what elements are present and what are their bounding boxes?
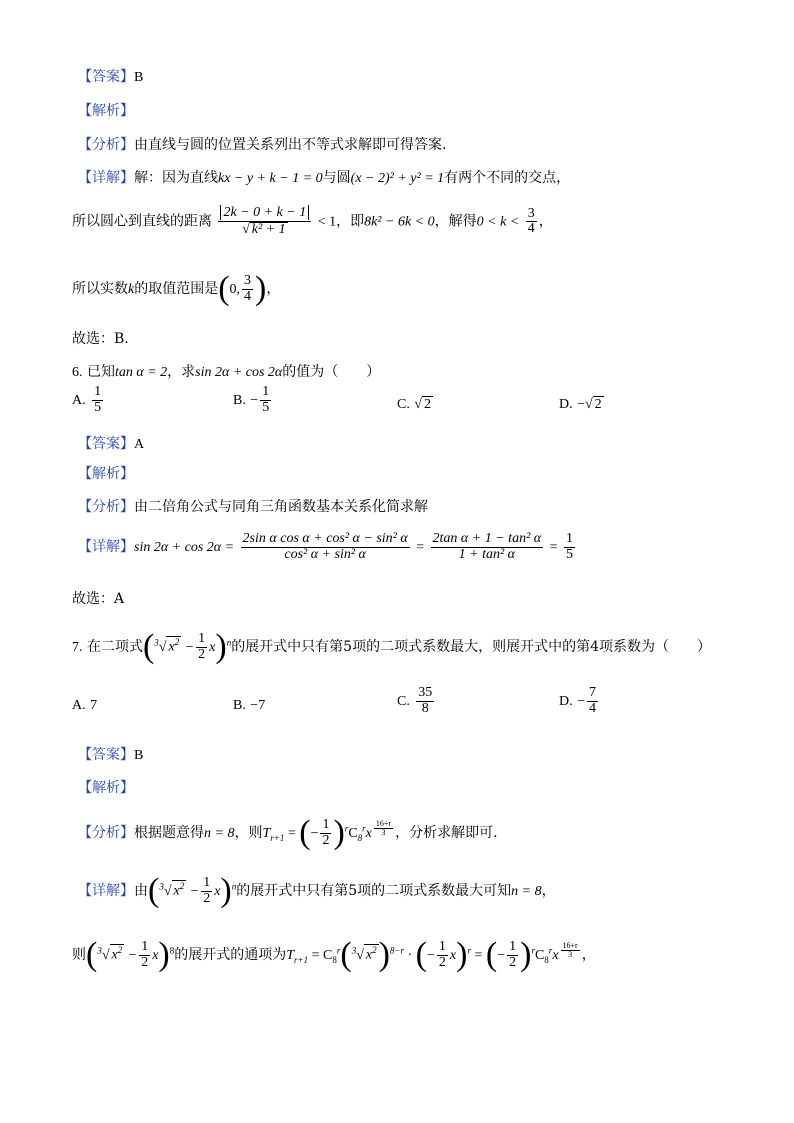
range-lower: 0,	[229, 282, 241, 297]
line-equation: kx − y + k − 1 = 0	[218, 171, 323, 186]
detail-tag: 【详解】	[78, 883, 134, 899]
q6-fenxi	[78, 496, 794, 516]
frac-num: 2tan α + 1 − tan² α	[432, 531, 542, 546]
fenxi-text: ，分析求解即可.	[395, 825, 498, 841]
answer-value: A	[134, 437, 145, 452]
detail-tag: 【详解】	[78, 170, 134, 186]
distance-denominator: k² + 1	[251, 221, 286, 237]
q5-detail-line1	[78, 167, 794, 187]
stem-text: 的值为（ ）	[282, 364, 381, 380]
q7-detail: 【详解】由($^3$√ $x^2$ − $\frac{1}{2}$ x)$^n$的展开式中只有第5项的二项式系数最大可知n = 8，	[78, 872, 556, 909]
question-number: 6.	[72, 365, 83, 380]
detail-text: 由	[134, 883, 148, 899]
answer-tag: 【答案】	[78, 436, 134, 452]
option-radicand: 2	[594, 397, 602, 412]
q7-fenxi: 【分析】根据题意得n = 8，则$T_{r+1}$ = (− $\frac{1}{2}$ )$^rC_8^rx$ $^{\frac{16+r}{3}}$ ，分析求解即可.	[78, 814, 498, 851]
q7-option-a[interactable]	[72, 697, 97, 714]
binomial-half: $\frac{1}{2}$	[141, 938, 149, 970]
answer-tag: 【答案】	[78, 747, 134, 763]
q7-option-d[interactable]	[559, 686, 600, 716]
detail-text: 与圆	[322, 170, 351, 186]
q6-option-b[interactable]	[233, 385, 273, 415]
fenxi-tag: 【分析】	[78, 499, 134, 515]
question-number: 7.	[72, 640, 83, 655]
frac-den: 4	[527, 221, 535, 237]
detail-text: 所以实数	[72, 281, 128, 297]
frac-den: 3	[568, 950, 573, 960]
option-letter: B.	[233, 698, 246, 713]
option-letter: B.	[233, 393, 246, 409]
detail-text: 所以圆心到直线的距离	[72, 213, 212, 230]
q6-final: 故选：A	[72, 591, 125, 607]
detail-text: 的取值范围是	[134, 281, 219, 297]
q6-analysis-heading	[78, 463, 794, 483]
detail-text: < 1，即	[317, 214, 365, 230]
frac-num: 35	[418, 685, 433, 700]
frac-den: 1 + tan² α	[458, 546, 516, 562]
stem-text: ，求	[167, 364, 196, 380]
detail-text: 解：因为直线	[134, 170, 218, 186]
option-letter: C.	[397, 397, 410, 412]
answer-value: B	[134, 70, 144, 85]
frac-num: 1	[565, 531, 573, 546]
fenxi-tag: 【分析】	[78, 825, 134, 841]
q6-answer-line	[78, 433, 794, 453]
frac-num: 2sin α cos α + cos² α − sin² α	[242, 531, 408, 546]
fraction-3-4	[526, 207, 537, 237]
frac-num: 3	[527, 205, 535, 221]
q7-answer-line	[78, 744, 794, 764]
detail-text: 的展开式中只有第5项的二项式系数最大可知	[236, 883, 512, 899]
q7-stem: 7. 在二项式($^3$√ $x^2$ − $\frac{1}{2}$ x)$^n$的展开式中只有第5项的二项式系数最大，则展开式中的第4项系数为（ ）	[72, 628, 711, 665]
term-half: $\frac{1}{2}$	[509, 938, 517, 970]
detail-fraction-1	[241, 532, 410, 562]
frac-den: 3	[381, 828, 386, 838]
frac-den: 4	[588, 700, 596, 716]
q7-general-term: 则($^3$√ $x^2$ − $\frac{1}{2}$ x)$^8$的展开式的通项为$T_{r+1} = C_8^r(^3√$ $x^2)^{8-r}$ · (− $\frac{1}{2}$ x)$^r$ = (− $\frac{1}{2}$ )$^rC_8^rx$ $^{\frac{16+r}{3}}$ ，	[72, 936, 596, 973]
detail-text: 则	[72, 947, 86, 963]
n-equals-8: n = 8	[204, 826, 235, 841]
frac-num: 7	[588, 685, 596, 700]
fenxi-text: 由二倍角公式与同角三角函数基本关系化简求解	[134, 499, 428, 515]
fenxi-tag: 【分析】	[78, 137, 134, 153]
option-value: −7	[250, 698, 266, 713]
detail-result-fraction	[564, 532, 575, 562]
q6-detail: 【详解】sin 2α + cos 2α = $\frac{\text{2sin α cos α + cos² α − sin² α}}{\text{cos² α + sin² α}}$ = $\frac{\text{2tan α + 1 − tan² α}}{\text{1 + tan² α}}$ = $\frac{1}{5}$	[78, 531, 573, 562]
exponent-fraction	[561, 942, 580, 960]
distance-numerator: 2k − 0 + k − 1	[220, 205, 309, 220]
stem-expression: tan α = 2	[114, 365, 168, 380]
fenxi-text: 根据题意得	[134, 825, 204, 841]
answer-tag: 【答案】	[78, 69, 134, 85]
exponent-fraction	[374, 820, 393, 838]
var-k: k	[128, 282, 135, 297]
frac-num: 1	[262, 384, 270, 399]
option-letter: A.	[72, 698, 86, 713]
analysis-tag: 【解析】	[78, 466, 134, 482]
answer-value: B	[134, 748, 144, 763]
q5-fenxi	[78, 134, 794, 154]
q7-option-b[interactable]	[233, 697, 265, 714]
circle-equation: (x − 2)² + y² = 1	[350, 171, 445, 186]
fenxi-text: 由直线与圆的位置关系列出不等式求解即可得答案.	[134, 137, 447, 153]
option-sign: −	[577, 694, 585, 710]
frac-den: 5	[565, 546, 573, 562]
option-value: 7	[90, 698, 98, 713]
term-half: $\frac{1}{2}$	[438, 938, 446, 970]
option-sign: −	[577, 397, 585, 412]
detail-text: ，解得	[434, 213, 477, 230]
detail-text: 的展开式的通项为	[174, 947, 287, 963]
detail-fraction-2	[431, 532, 544, 562]
option-radicand: 2	[423, 397, 431, 412]
solution-inequality: 0 < k <	[476, 214, 520, 230]
q6-option-c[interactable]: C. √ 2	[397, 397, 431, 412]
option-letter: C.	[397, 694, 410, 710]
binomial-half: $\frac{1}{2}$	[203, 874, 211, 906]
detail-text: 有两个不同的交点，	[444, 170, 571, 186]
detail-tag: 【详解】	[78, 539, 134, 556]
analysis-tag: 【解析】	[78, 780, 134, 796]
frac-den: cos² α + sin² α	[284, 546, 366, 562]
q6-stem	[72, 361, 794, 381]
option-fraction	[416, 686, 434, 716]
frac-num: 16+r	[562, 940, 578, 950]
option-fraction	[92, 385, 103, 415]
binomial-half: $\frac{1}{2}$	[198, 630, 206, 662]
distance-fraction: $\frac{2k - 0 + k - 1}{\text{√ k² + 1}}$	[218, 206, 311, 237]
q5-answer-line	[78, 66, 794, 86]
option-letter: D.	[559, 694, 573, 710]
frac-num: 1	[94, 384, 102, 399]
q7-option-c[interactable]	[397, 686, 436, 716]
frac-num: 3	[244, 272, 252, 288]
q5-analysis-heading	[78, 100, 794, 120]
stem-text: 在二项式	[86, 639, 143, 655]
q6-option-a[interactable]	[72, 385, 105, 415]
stem-expression: sin 2α + cos 2α	[195, 365, 283, 380]
option-sign: −	[250, 393, 259, 409]
q5-detail-line2: 所以圆心到直线的距离 $\frac{2k - 0 + k - 1}{\text{√ k² + 1}}$ < 1，即8k² − 6k < 0，解得0 < k < $\frac{3}{4}$ ，	[72, 205, 553, 237]
q5-final: 故选：B.	[72, 331, 129, 347]
stem-text: 的展开式中只有第5项的二项式系数最大，则展开式中的第4项系数为（ ）	[231, 639, 711, 655]
inequality: 8k² − 6k < 0	[364, 214, 435, 230]
q6-option-d[interactable]: D. −√ 2	[559, 397, 602, 412]
option-letter: D.	[559, 397, 573, 412]
q7-analysis-heading	[78, 777, 794, 797]
frac-den: 4	[244, 288, 252, 304]
frac-den: 5	[262, 399, 270, 415]
stem-text: 已知	[86, 364, 115, 380]
general-term-half: $\frac{1}{2}$	[322, 816, 330, 848]
detail-lhs: sin 2α + cos 2α =	[134, 540, 235, 556]
frac-num: 16+r	[375, 818, 392, 828]
range-upper-fraction	[242, 274, 253, 304]
option-fraction	[260, 385, 271, 415]
q5-detail-line3: 所以实数k的取值范围是(0, $\frac{3}{4}$ )，	[72, 270, 281, 307]
option-fraction	[587, 686, 598, 716]
fenxi-text: ，则	[234, 825, 263, 841]
frac-den: 5	[94, 399, 102, 415]
frac-den: 8	[421, 700, 429, 716]
option-letter: A.	[72, 393, 86, 409]
analysis-tag: 【解析】	[78, 103, 134, 119]
n-equals-8: n = 8	[511, 884, 542, 899]
detail-text: ，	[541, 883, 556, 899]
